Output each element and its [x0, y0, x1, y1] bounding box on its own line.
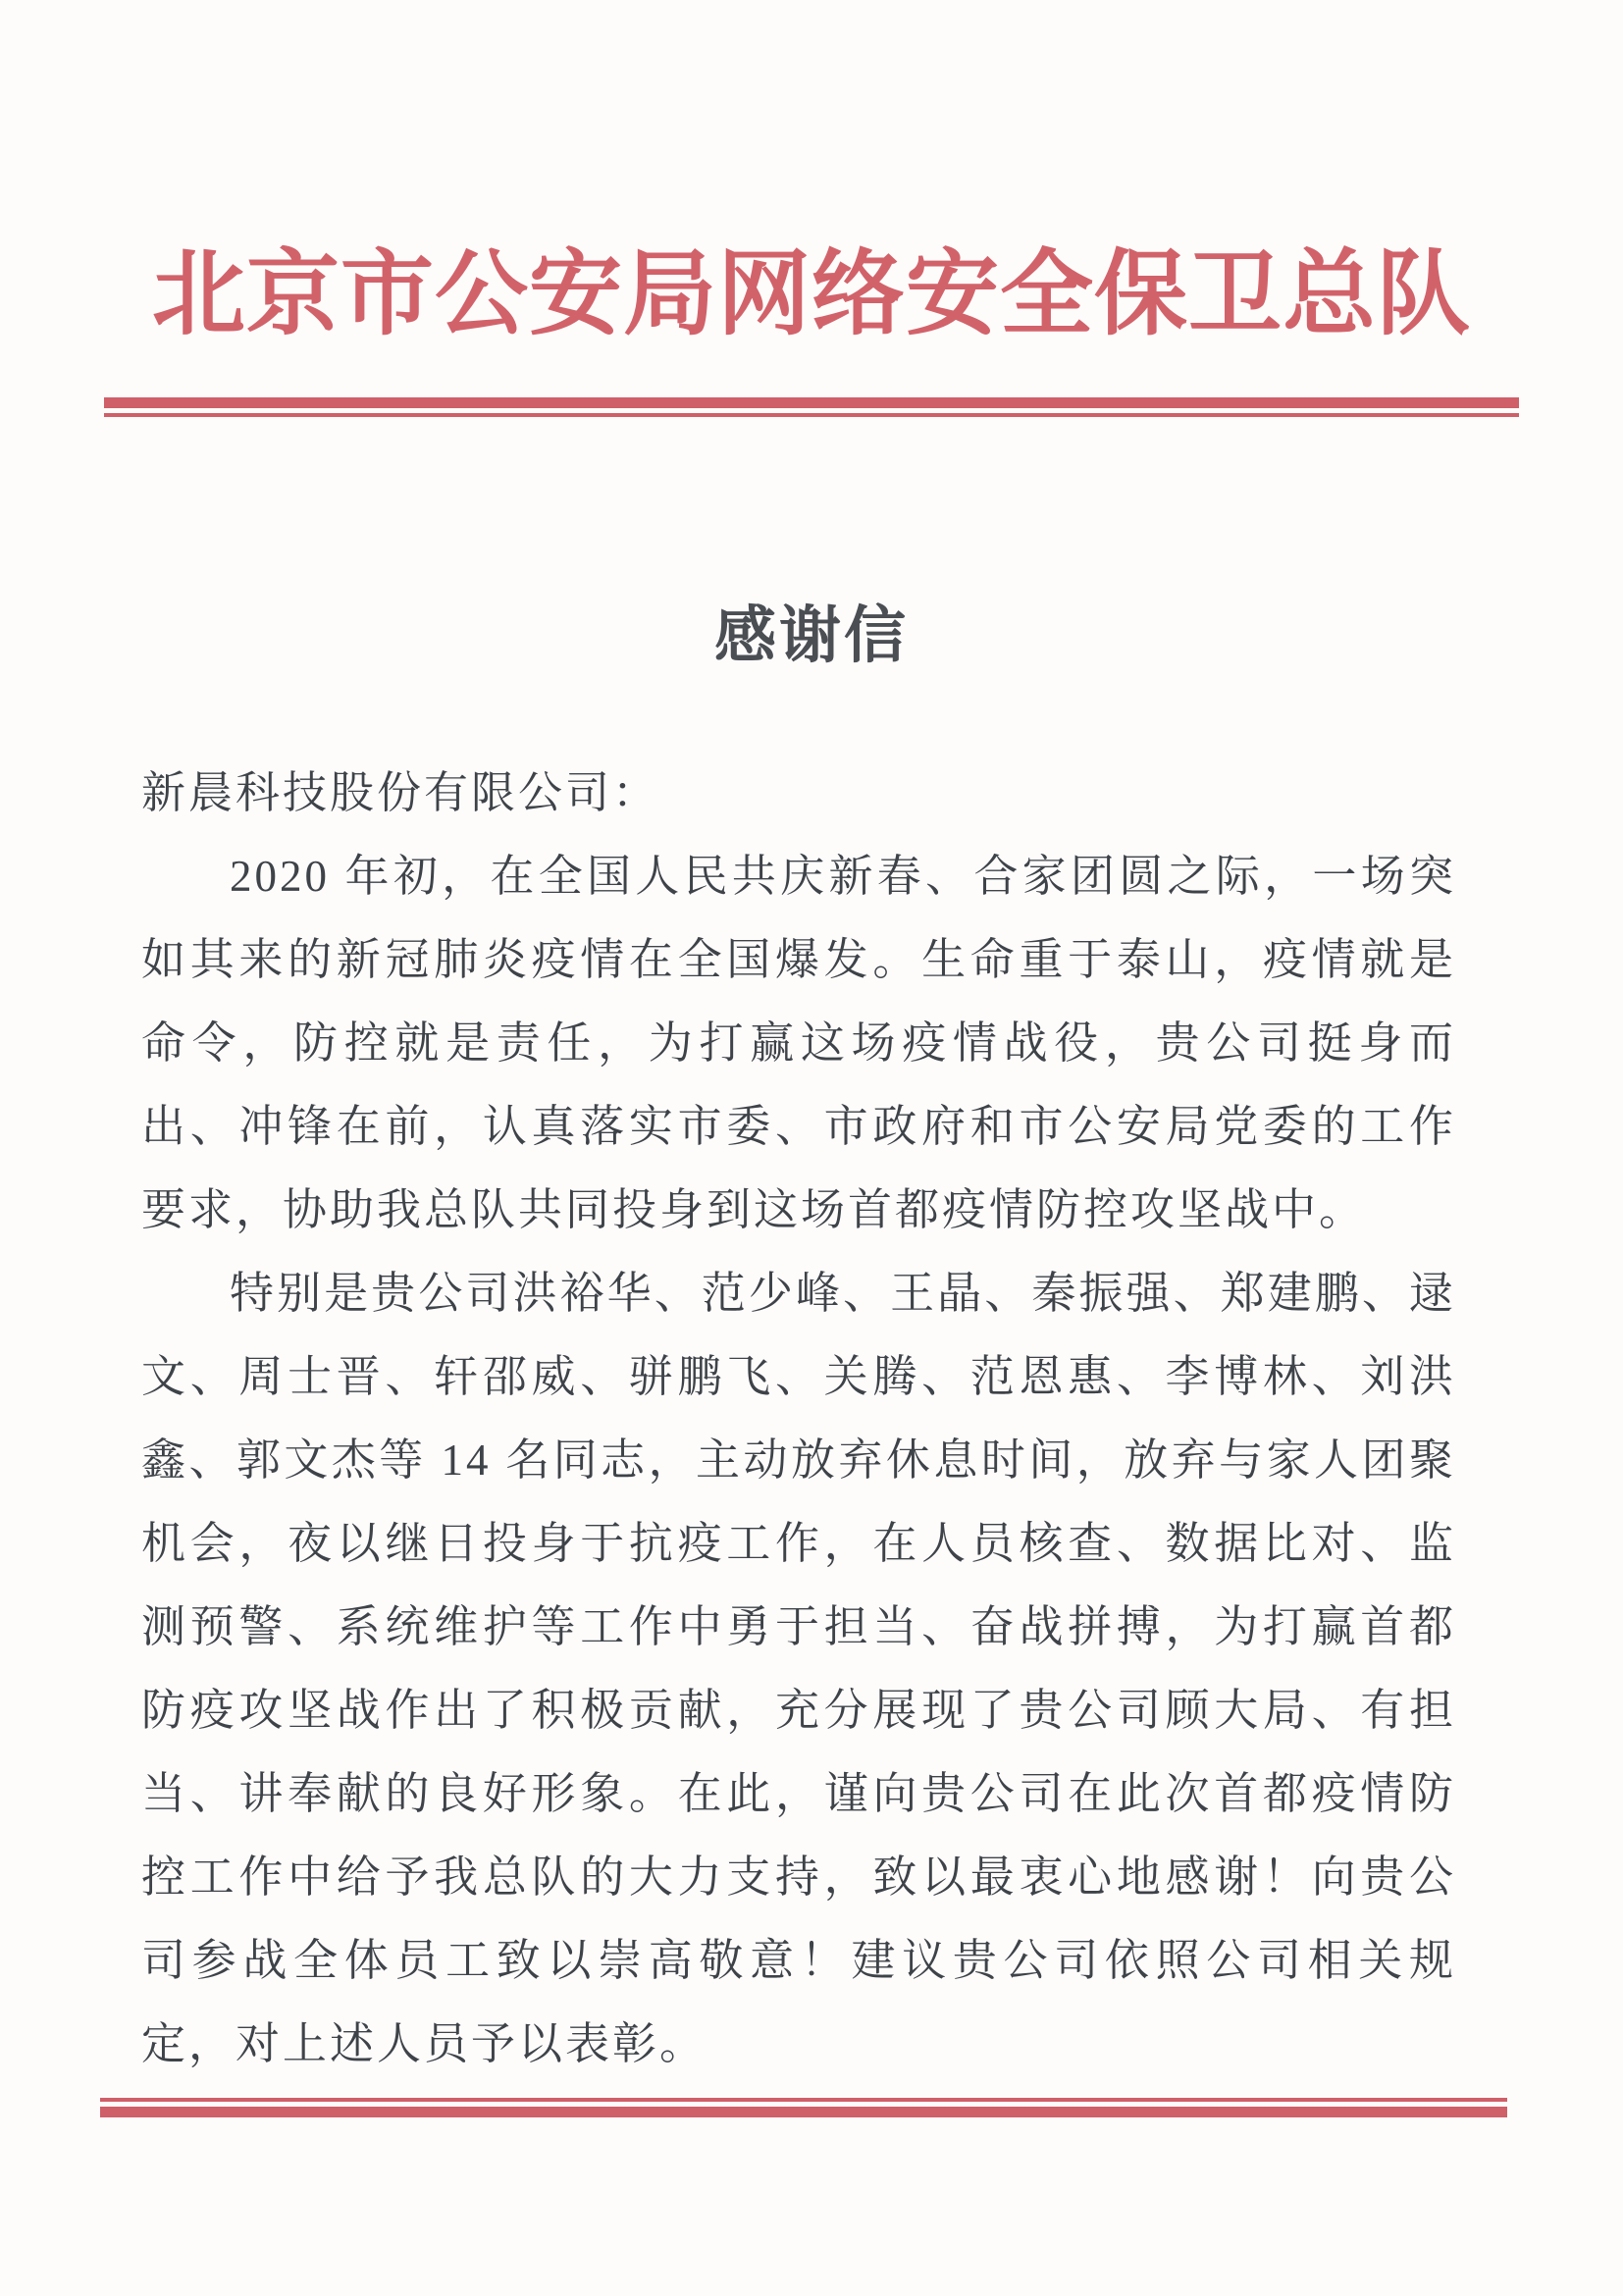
- paragraph-1: 2020 年初，在全国人民共庆新春、合家团圆之际，一场突如其来的新冠肺炎疫情在全国爆发。生命重于泰山，疫情就是命令，防控就是责任，为打赢这场疫情战役，贵公司挺身而出、冲锋在前，认真落实市委、市政府和市公安局党委的工作要求，协助我总队共同投身到这场首都疫情防控攻坚战中。: [141, 852, 1456, 1235]
- divider-thick-line: [100, 2107, 1507, 2117]
- letterhead-title: 北京市公安局网络安全保卫总队: [151, 242, 1471, 346]
- divider-thick-line: [104, 397, 1519, 408]
- divider-thin-line: [104, 413, 1519, 417]
- letter-title: 感谢信: [714, 601, 909, 671]
- paragraph-2: 特别是贵公司洪裕华、范少峰、王晶、秦振强、郑建鹏、逯文、周士晋、轩邵威、骈鹏飞、关腾、范恩惠、李博林、刘洪鑫、郭文杰等 14 名同志，主动放弃休息时间，放弃与家人团聚机会，夜以继日投身于抗疫工作，在人员核查、数据比对、监测预警、系统维护等工作中勇于担当、奋战拼搏，为打赢首都防疫攻坚战作出了积极贡献，充分展现了贵公司顾大局、有担当、讲奉献的良好形象。在此，谨向贵公司在此次首都疫情防控工作中给予我总队的大力支持，致以最衷心地感谢！向贵公司参战全体员工致以崇高敬意！建议贵公司依照公司相关规定，对上述人员予以表彰。: [141, 1269, 1456, 2069]
- salutation: 新晨科技股份有限公司：: [141, 768, 660, 818]
- letterhead-section: [0, 234, 1623, 417]
- footer-divider: [100, 2098, 1507, 2117]
- letter-content: [0, 586, 1623, 2086]
- letter-body: [141, 752, 1456, 2086]
- letterhead-divider: [104, 397, 1519, 417]
